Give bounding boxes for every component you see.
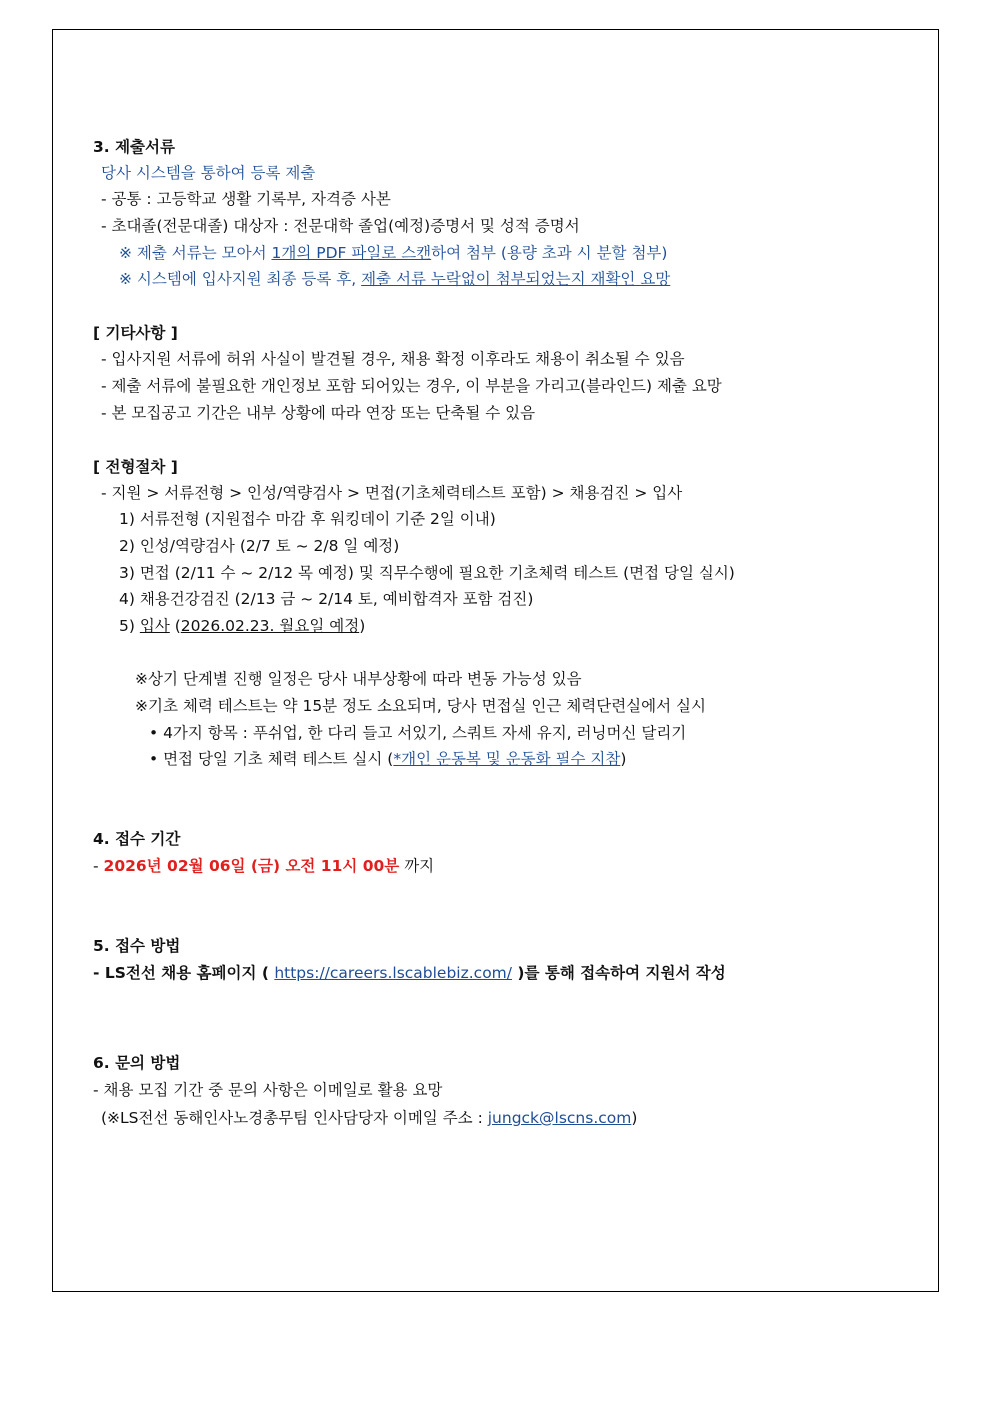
etc-heading: [ 기타사항 ] (93, 324, 178, 342)
deadline-datetime: 2026년 02월 06일 (금) 오전 11시 00분 (103, 857, 400, 875)
process-step: 3) 면접 (2/11 수 ~ 2/12 목 예정) 및 직무수행에 필요한 기초체력 테스트 (면접 당일 실시) (119, 564, 735, 582)
fitness-items-bullet: • 4가지 항목 : 푸쉬업, 한 다리 들고 서있기, 스쿼트 자세 유지, 러닝머신 달리기 (149, 724, 687, 742)
process-note: ※기초 체력 테스트는 약 15분 정도 소요되며, 당사 면접실 인근 체력단련실에서 실시 (135, 697, 706, 715)
etc-item: - 입사지원 서류에 허위 사실이 발견될 경우, 채용 확정 이후라도 채용이 취소될 수 있음 (101, 350, 685, 368)
pdf-scan-emphasis: 1개의 PDF 파일로 스캔 (271, 244, 432, 262)
section-3-note-recheck: ※ 시스템에 입사지원 최종 등록 후, 제출 서류 누락없이 첨부되었는지 재확인 요망 (119, 270, 671, 288)
recheck-emphasis: 제출 서류 누락없이 첨부되었는지 재확인 요망 (361, 270, 671, 288)
section-3-intro: 당사 시스템을 통하여 등록 제출 (101, 164, 316, 182)
section-3-note-pdf: ※ 제출 서류는 모아서 1개의 PDF 파일로 스캔하여 첨부 (용량 초과 시 분할 첨부) (119, 244, 668, 262)
process-step: 4) 채용건강검진 (2/13 금 ~ 2/14 토, 예비합격자 포함 검진) (119, 590, 534, 608)
process-step-join: 5) 입사 (2026.02.23. 월요일 예정) (119, 617, 366, 635)
process-flow: - 지원 > 서류전형 > 인성/역량검사 > 면접(기초체력테스트 포함) > 채용검진 > 입사 (101, 484, 683, 502)
attire-emphasis: *개인 운동복 및 운동화 필수 지참 (393, 750, 621, 768)
section-3-common-docs: - 공통 : 고등학교 생활 기록부, 자격증 사본 (101, 190, 391, 208)
section-3-heading: 3. 제출서류 (93, 138, 175, 156)
process-step: 1) 서류전형 (지원접수 마감 후 워킹데이 기준 2일 이내) (119, 510, 496, 528)
section-3-college-docs: - 초대졸(전문대졸) 대상자 : 전문대학 졸업(예정)증명서 및 성적 증명서 (101, 217, 580, 235)
section-5-heading: 5. 접수 방법 (93, 937, 181, 955)
careers-url-link[interactable]: https://careers.lscablebiz.com/ (274, 964, 513, 982)
process-step: 2) 인성/역량검사 (2/7 토 ~ 2/8 일 예정) (119, 537, 400, 555)
process-heading: [ 전형절차 ] (93, 458, 178, 476)
fitness-attire-bullet: • 면접 당일 기초 체력 테스트 실시 (*개인 운동복 및 운동화 필수 지참) (149, 750, 627, 768)
etc-item: - 본 모집공고 기간은 내부 상황에 따라 연장 또는 단축될 수 있음 (101, 404, 536, 422)
contact-email-link[interactable]: jungck@lscns.com (487, 1109, 632, 1127)
application-method: - LS전선 채용 홈페이지 ( https://careers.lscablebiz.com/ )를 통해 접속하여 지원서 작성 (93, 964, 726, 982)
application-deadline: - 2026년 02월 06일 (금) 오전 11시 00분 까지 (93, 857, 435, 875)
inquiry-contact: (※LS전선 동해인사노경총무팀 인사담당자 이메일 주소 : jungck@lscns.com) (101, 1109, 638, 1127)
inquiry-method: - 채용 모집 기간 중 문의 사항은 이메일로 활용 요망 (93, 1081, 443, 1099)
etc-item: - 제출 서류에 불필요한 개인정보 포함 되어있는 경우, 이 부분을 가리고(블라인드) 제출 요망 (101, 377, 722, 395)
section-4-heading: 4. 접수 기간 (93, 830, 181, 848)
process-note: ※상기 단계별 진행 일정은 당사 내부상황에 따라 변동 가능성 있음 (135, 670, 582, 688)
section-6-heading: 6. 문의 방법 (93, 1054, 181, 1072)
